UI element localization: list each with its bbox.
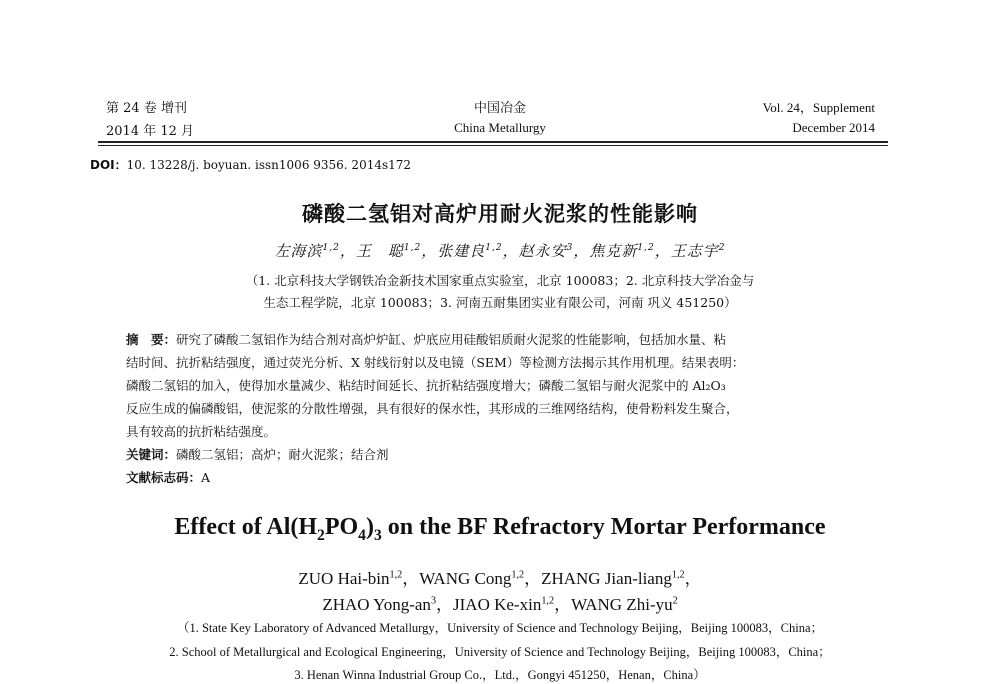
author-name-en: WANG Cong (419, 569, 512, 588)
doi-line (90, 156, 411, 173)
doi-label: DOI： (90, 158, 127, 172)
author-affiliation-mark: 1,2 (485, 243, 503, 253)
doc-code-line (126, 466, 878, 489)
author-affiliation-mark: 3 (430, 595, 437, 607)
abstract-text-2: 结时间、抗折粘结强度，通过荧光分析、X 射线衍射以及电镜（SEM）等检测方法揭示其作用机理。结果表明： (126, 355, 745, 370)
author-affiliation-mark: 3 (566, 243, 574, 253)
author-affiliation-mark: 1,2 (511, 569, 525, 581)
author-separator: ， (573, 242, 590, 260)
affiliation-cn-line1: （1. 北京科技大学钢铁冶金新技术国家重点实验室，北京 100083；2. 北京科技大学冶金与 (245, 273, 755, 288)
affiliation-en-line2: 2. School of Metallurgical and Ecological Engineering，University of Science and Technology Beijing，Beijing 100083，China； (169, 645, 831, 659)
abstract-line (126, 328, 878, 351)
author-affiliation-mark: 2 (672, 595, 678, 607)
header-rule-thin (98, 145, 888, 146)
journal-date: 2014 年 12 月 (106, 124, 195, 139)
author-affiliation-mark: 1,2 (389, 569, 403, 581)
author-name-en: JIAO Ke-xin (453, 595, 542, 614)
author-name-en: ZUO Hai-bin (298, 569, 390, 588)
author-separator: ， (524, 569, 542, 588)
author-name-cn: 左海滨 (274, 242, 323, 260)
affiliation-cn-line2: 生态工程学院，北京 100083；3. 河南五耐集团实业有限公司，河南 巩义 451250） (263, 295, 737, 310)
journal-name-en: China Metallurgy (454, 120, 546, 135)
header-rule-thick (98, 141, 888, 143)
author-separator: ， (654, 242, 671, 260)
author-name-en: ZHANG Jian-liang (541, 569, 672, 588)
author-list-en-line1 (0, 564, 1000, 589)
affiliation-en-line1: （1. State Key Laboratory of Advanced Metallurgy，University of Science and Technology Beijing，Beijing 100083，China； (176, 621, 824, 635)
abstract-text-3: 磷酸二氢铝的加入，使得加水量减少、粘结时间延长、抗折粘结强度增大；磷酸二氢铝与耐火泥浆中的 Al₂O₃ (126, 378, 726, 393)
author-affiliation-mark: 1,2 (637, 243, 655, 253)
author-list-cn (0, 240, 1000, 261)
abstract-text-4: 反应生成的偏磷酸铝，使泥浆的分散性增强，具有很好的保水性，其形成的三维网络结构，使骨粉料发生聚合， (126, 401, 739, 416)
author-separator: ， (436, 595, 454, 614)
author-affiliation-mark: 1,2 (671, 569, 685, 581)
author-separator: ， (554, 595, 572, 614)
author-name-cn: 王志宇 (670, 242, 719, 260)
author-affiliation-mark: 1,2 (322, 243, 340, 253)
author-name-cn: 王 聪 (355, 242, 404, 260)
doi-value: 10. 13228/j. boyuan. issn1006 9356. 2014s172 (126, 158, 412, 172)
journal-name-cn: 中国冶金 (473, 101, 526, 116)
keywords-text: 磷酸二氢铝；高炉；耐火泥浆；结合剂 (176, 447, 389, 462)
author-affiliation-mark: 1,2 (541, 595, 555, 607)
journal-volume: 第 24 卷 增刊 (106, 101, 187, 116)
author-name-en: ZHAO Yong-an (322, 595, 431, 614)
author-name-cn: 焦克新 (589, 242, 638, 260)
author-separator: ， (402, 569, 420, 588)
author-name-cn: 赵永安 (518, 242, 567, 260)
paper-title-cn: 磷酸二氢铝对高炉用耐火泥浆的性能影响 (302, 202, 698, 226)
author-separator: ， (339, 242, 356, 260)
abstract-block (126, 328, 878, 489)
affiliation-en-line3: 3. Henan Winna Industrial Group Co.，Ltd.，Gongyi 451250，Henan，China） (294, 668, 706, 682)
author-separator: ， (684, 569, 702, 588)
abstract-text-1: 研究了磷酸二氢铝作为结合剂对高炉炉缸、炉底应用硅酸铝质耐火泥浆的性能影响，包括加水量、粘 (176, 332, 727, 347)
journal-date-en: December 2014 (792, 120, 875, 135)
keywords-label: 关键词： (126, 447, 177, 462)
author-separator: ， (502, 242, 519, 260)
doc-code-value: A (201, 470, 211, 485)
doc-code-label: 文献标志码： (126, 470, 202, 485)
abstract-label: 摘 要： (126, 332, 177, 347)
author-affiliation-mark: 2 (718, 243, 726, 253)
author-separator: ， (421, 242, 438, 260)
abstract-text-5: 具有较高的抗折粘结强度。 (126, 424, 277, 439)
author-affiliation-mark: 1,2 (403, 243, 422, 253)
author-name-en: WANG Zhi-yu (571, 595, 673, 614)
author-name-cn: 张建良 (437, 242, 486, 260)
paper-title-en: Effect of $Al(H_2PO_4)_3$ on the BF Refractory Mortar Performance (174, 514, 826, 544)
keywords-line (126, 443, 878, 466)
journal-volume-en: Vol. 24，Supplement (762, 100, 875, 115)
author-list-en-line2 (0, 590, 1000, 615)
